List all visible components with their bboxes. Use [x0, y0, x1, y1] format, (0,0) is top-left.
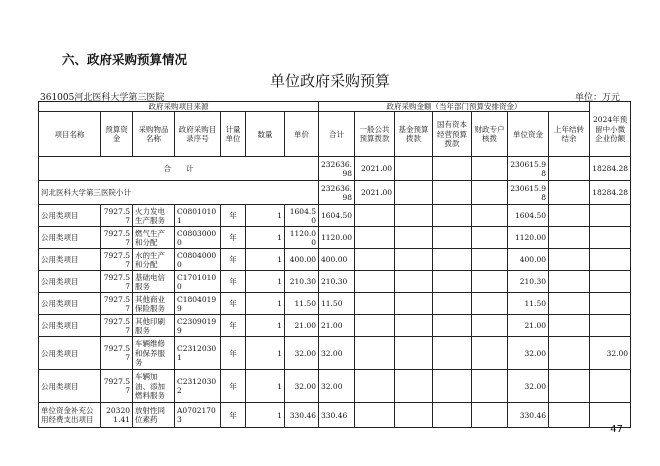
unit-code: 361005河北医科大学第三医院 [40, 93, 165, 103]
header-project-budget: 预算资金 [101, 112, 133, 157]
cell-project-budget: 7927.57 [101, 370, 133, 403]
table-row [39, 315, 631, 337]
cell-general-budget [355, 315, 395, 337]
total-total: 232636.98 [319, 157, 355, 181]
cell-sme-2024 [590, 370, 631, 403]
total-sme: 18284.28 [590, 157, 631, 181]
cell-measure-unit: 年 [221, 337, 246, 370]
header-unit-fund: 单位资金 [508, 112, 549, 157]
cell-measure-unit: 年 [221, 403, 246, 428]
cell-project-name: 公用类项目 [39, 249, 101, 271]
cell-item-name: 车辆维修和保养服务 [133, 337, 175, 370]
cell-quantity: 1 [246, 227, 285, 249]
cell-catalog-no: C08040000 [175, 249, 221, 271]
cell-general-budget [355, 227, 395, 249]
cell-item-name: 其他商业保险服务 [133, 293, 175, 315]
section-title: 六、政府采购预算情况 [62, 52, 188, 67]
cell-carryover [549, 315, 590, 337]
cell-project-name: 单位资金补充公用经费支出项目 [39, 403, 101, 428]
cell-project-budget: 7927.57 [101, 249, 133, 271]
subtotal-total: 232636.98 [319, 181, 355, 205]
cell-state-capital [433, 271, 472, 293]
cell-project-budget: 7927.57 [101, 337, 133, 370]
cell-measure-unit: 年 [221, 370, 246, 403]
cell-fund-budget [395, 337, 433, 370]
header-catalog-no: 政府采购目录序号 [175, 112, 221, 157]
cell-project-budget: 7927.57 [101, 205, 133, 227]
table-row [39, 337, 631, 370]
cell-unit-price: 21.00 [285, 315, 319, 337]
header-total: 合计 [319, 112, 355, 157]
cell-general-budget [355, 337, 395, 370]
header-group-source: 政府采购项目来源 [39, 102, 319, 112]
header-unit-price: 单价 [285, 112, 319, 157]
cell-unit-price: 11.50 [285, 293, 319, 315]
table-row [39, 370, 631, 403]
cell-measure-unit: 年 [221, 205, 246, 227]
cell-catalog-no: C18040199 [175, 293, 221, 315]
cell-fiscal-special [472, 271, 508, 293]
cell-quantity: 1 [246, 370, 285, 403]
cell-unit-price: 32.00 [285, 337, 319, 370]
cell-quantity: 1 [246, 337, 285, 370]
cell-carryover [549, 271, 590, 293]
cell-total: 330.46 [319, 403, 355, 428]
cell-fiscal-special [472, 337, 508, 370]
procurement-budget-table [38, 101, 631, 428]
subtotal-label: 河北医科大学第三医院小计 [39, 181, 319, 205]
cell-sme-2024 [590, 271, 631, 293]
cell-project-name: 公用类项目 [39, 370, 101, 403]
subtotal-sme: 18284.28 [590, 181, 631, 205]
cell-total: 32.00 [319, 337, 355, 370]
cell-catalog-no: C08030000 [175, 227, 221, 249]
cell-fiscal-special [472, 249, 508, 271]
cell-carryover [549, 337, 590, 370]
cell-unit-fund: 11.50 [508, 293, 549, 315]
unit-label: 单位：万元 [574, 93, 620, 103]
header-item-name: 采购物品名称 [133, 112, 175, 157]
cell-sme-2024 [590, 315, 631, 337]
cell-quantity: 1 [246, 293, 285, 315]
cell-quantity: 1 [246, 271, 285, 293]
cell-measure-unit: 年 [221, 293, 246, 315]
header-fiscal-special: 财政专户核拨 [472, 112, 508, 157]
cell-carryover [549, 249, 590, 271]
header-fund-budget: 基金预算拨款 [395, 112, 433, 157]
header-state-capital: 国有资本经营预算拨款 [433, 112, 472, 157]
total-unit-fund: 230615.98 [508, 157, 549, 181]
cell-state-capital [433, 337, 472, 370]
cell-item-name: 基础电信服务 [133, 271, 175, 293]
cell-unit-fund: 1604.50 [508, 205, 549, 227]
total-label: 合 计 [39, 157, 319, 181]
cell-unit-price: 330.46 [285, 403, 319, 428]
cell-project-budget: 7927.57 [101, 271, 133, 293]
header-measure-unit: 计量单位 [221, 112, 246, 157]
header-sme-2024: 2024年预留中小微企业份额 [590, 102, 631, 157]
page-number: 47 [610, 424, 623, 435]
cell-sme-2024: 32.00 [590, 337, 631, 370]
cell-catalog-no: A07021703 [175, 403, 221, 428]
cell-fund-budget [395, 293, 433, 315]
cell-general-budget [355, 293, 395, 315]
cell-measure-unit: 年 [221, 271, 246, 293]
cell-state-capital [433, 370, 472, 403]
cell-unit-fund: 21.00 [508, 315, 549, 337]
cell-sme-2024 [590, 227, 631, 249]
table-row [39, 205, 631, 227]
cell-quantity: 1 [246, 315, 285, 337]
table-row [39, 249, 631, 271]
cell-item-name: 燃气生产和分配 [133, 227, 175, 249]
cell-general-budget [355, 403, 395, 428]
cell-fiscal-special [472, 293, 508, 315]
cell-project-budget: 203201.41 [101, 403, 133, 428]
cell-unit-price: 400.00 [285, 249, 319, 271]
cell-project-name: 公用类项目 [39, 337, 101, 370]
table-row [39, 403, 631, 428]
cell-total: 210.30 [319, 271, 355, 293]
cell-unit-fund: 330.46 [508, 403, 549, 428]
cell-state-capital [433, 293, 472, 315]
cell-project-name: 公用类项目 [39, 315, 101, 337]
cell-general-budget [355, 205, 395, 227]
header-project-name: 项目名称 [39, 112, 101, 157]
cell-state-capital [433, 249, 472, 271]
subtotal-row [39, 181, 631, 205]
cell-fund-budget [395, 249, 433, 271]
header-carryover: 上年结转结余 [549, 112, 590, 157]
cell-total: 1120.00 [319, 227, 355, 249]
cell-fund-budget [395, 315, 433, 337]
cell-unit-fund: 400.00 [508, 249, 549, 271]
cell-unit-price: 210.30 [285, 271, 319, 293]
cell-unit-fund: 32.00 [508, 337, 549, 370]
cell-unit-fund: 1120.00 [508, 227, 549, 249]
cell-item-name: 放射性同位素药 [133, 403, 175, 428]
cell-state-capital [433, 205, 472, 227]
table-row [39, 293, 631, 315]
cell-unit-fund: 32.00 [508, 370, 549, 403]
cell-general-budget [355, 370, 395, 403]
cell-carryover [549, 205, 590, 227]
cell-quantity: 1 [246, 249, 285, 271]
cell-total: 11.50 [319, 293, 355, 315]
cell-quantity: 1 [246, 403, 285, 428]
cell-fiscal-special [472, 315, 508, 337]
cell-project-name: 公用类项目 [39, 205, 101, 227]
cell-measure-unit: 年 [221, 227, 246, 249]
cell-sme-2024 [590, 293, 631, 315]
cell-state-capital [433, 227, 472, 249]
cell-unit-price: 32.00 [285, 370, 319, 403]
cell-catalog-no: C08010101 [175, 205, 221, 227]
cell-project-budget: 7927.57 [101, 315, 133, 337]
cell-project-budget: 7927.57 [101, 293, 133, 315]
cell-unit-fund: 210.30 [508, 271, 549, 293]
cell-fund-budget [395, 205, 433, 227]
cell-total: 1604.50 [319, 205, 355, 227]
total-row [39, 157, 631, 181]
cell-state-capital [433, 403, 472, 428]
cell-item-name: 水的生产和分配 [133, 249, 175, 271]
cell-carryover [549, 370, 590, 403]
cell-quantity: 1 [246, 205, 285, 227]
cell-total: 32.00 [319, 370, 355, 403]
cell-unit-price: 1120.00 [285, 227, 319, 249]
cell-catalog-no: C23120302 [175, 370, 221, 403]
cell-catalog-no: C23090199 [175, 315, 221, 337]
table-row [39, 227, 631, 249]
cell-total: 400.00 [319, 249, 355, 271]
cell-sme-2024 [590, 205, 631, 227]
cell-catalog-no: C23120301 [175, 337, 221, 370]
header-group-amount: 政府采购金额（当年部门预算安排资金） [319, 102, 590, 112]
cell-project-budget: 7927.57 [101, 227, 133, 249]
total-general-budget: 2021.00 [355, 157, 395, 181]
cell-project-name: 公用类项目 [39, 293, 101, 315]
cell-carryover [549, 403, 590, 428]
cell-catalog-no: C17010100 [175, 271, 221, 293]
cell-measure-unit: 年 [221, 315, 246, 337]
table-row [39, 271, 631, 293]
cell-carryover [549, 293, 590, 315]
cell-item-name: 车辆加油、添加燃料服务 [133, 370, 175, 403]
cell-general-budget [355, 271, 395, 293]
cell-unit-price: 1604.50 [285, 205, 319, 227]
header-general-budget: 一般公共预算拨款 [355, 112, 395, 157]
cell-item-name: 火力发电生产服务 [133, 205, 175, 227]
header-quantity: 数量 [246, 112, 285, 157]
cell-project-name: 公用类项目 [39, 227, 101, 249]
document-title: 单位政府采购预算 [269, 72, 390, 90]
cell-total: 21.00 [319, 315, 355, 337]
subtotal-general-budget: 2021.00 [355, 181, 395, 205]
cell-project-name: 公用类项目 [39, 271, 101, 293]
cell-carryover [549, 227, 590, 249]
cell-fiscal-special [472, 370, 508, 403]
subtotal-unit-fund: 230615.98 [508, 181, 549, 205]
cell-fiscal-special [472, 227, 508, 249]
cell-item-name: 其他印刷服务 [133, 315, 175, 337]
cell-sme-2024 [590, 249, 631, 271]
cell-fund-budget [395, 271, 433, 293]
cell-fund-budget [395, 370, 433, 403]
cell-fiscal-special [472, 403, 508, 428]
cell-fund-budget [395, 403, 433, 428]
cell-state-capital [433, 315, 472, 337]
cell-fund-budget [395, 227, 433, 249]
cell-general-budget [355, 249, 395, 271]
cell-fiscal-special [472, 205, 508, 227]
cell-measure-unit: 年 [221, 249, 246, 271]
